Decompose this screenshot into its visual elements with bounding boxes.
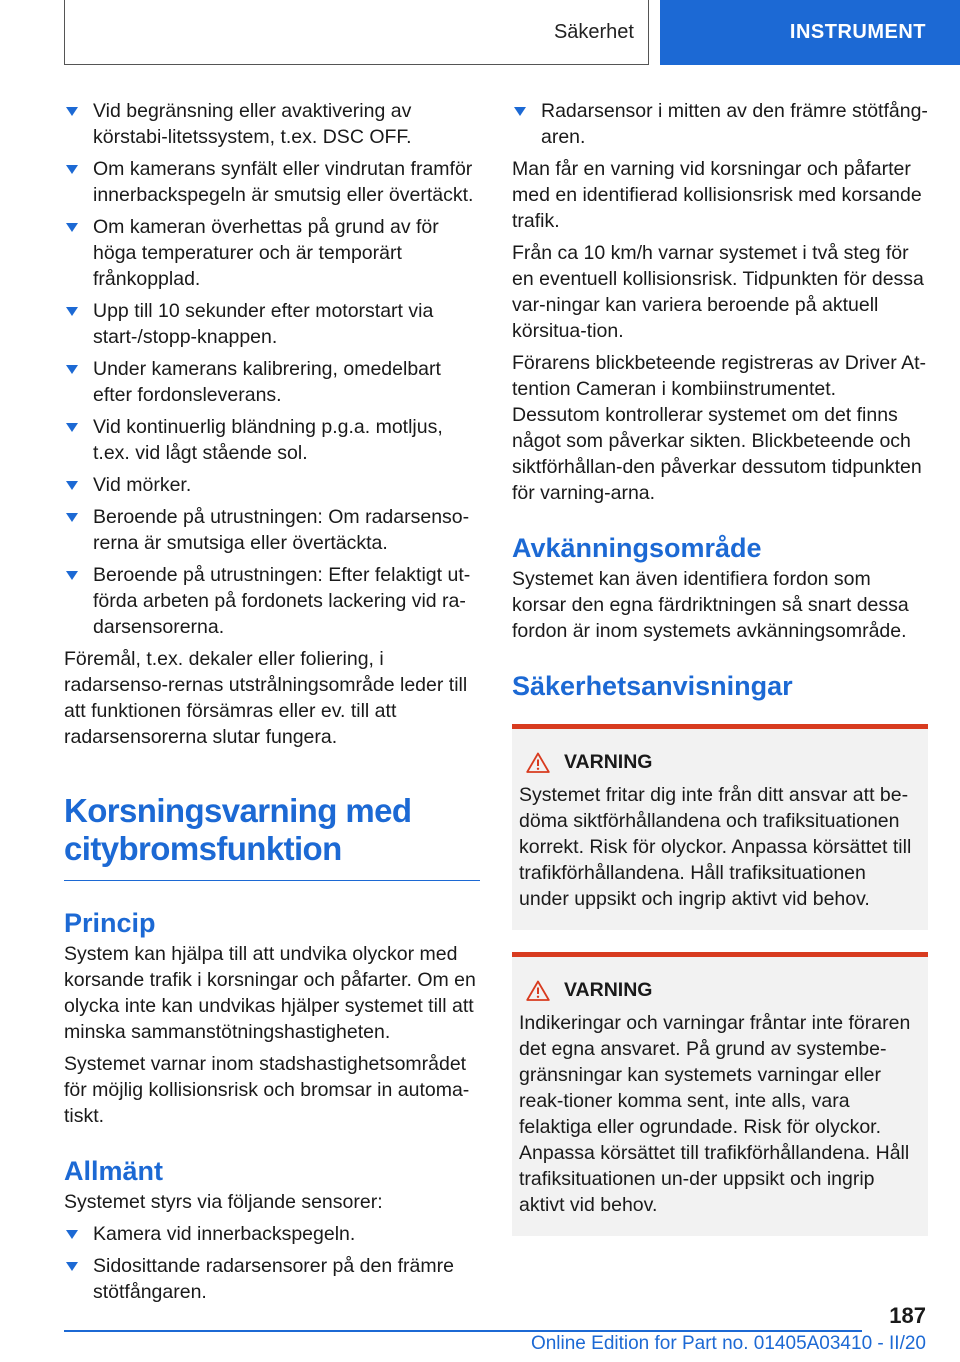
footer-divider xyxy=(64,1330,862,1332)
list-item: Beroende på utrustningen: Efter felaktigt ut-förda arbeten på fordonets lackering vid ra-darsensorerna. xyxy=(64,562,480,640)
warning-label: VARNING xyxy=(564,979,653,1001)
triangle-bullet-icon xyxy=(66,481,78,490)
warning-text: Systemet fritar dig inte från ditt ansvar att be-döma siktförhållandena och trafiksituationen korrekt. Risk för olyckor. Anpassa körsättet till trafikförhållandena. Håll trafiksituationen under uppsikt och ingrip aktivt vid behov. xyxy=(519,784,912,910)
list-item: Beroende på utrustningen: Om radarsenso-rerna är smutsiga eller övertäckta. xyxy=(64,504,480,556)
list-item: Vid kontinuerlig bländning p.g.a. motljus, t.ex. vid lågt stående sol. xyxy=(64,414,480,466)
triangle-bullet-icon xyxy=(66,107,78,116)
header-section-label: Säkerhet xyxy=(553,20,634,43)
paragraph-driver-attention: Förarens blickbeteende registreras av Driver At-tention Cameran i kombiinstrumentet. Dessutom kontrollerar systemet om det finns något som påverkar sikten. Blickbeteende och siktförhållan-den påverkar dessutom tidpunkten för varning-arna. xyxy=(512,352,927,504)
header-chapter-tab xyxy=(660,0,960,65)
condition-list xyxy=(64,98,480,640)
list-item: Kamera vid innerbackspegeln. xyxy=(64,1221,480,1247)
list-item: Om kamerans synfält eller vindrutan framför innerbackspegeln är smutsig eller övertäckt. xyxy=(64,156,480,208)
warning-triangle-icon xyxy=(526,752,550,773)
triangle-bullet-icon xyxy=(66,513,78,522)
list-item: Radarsensor i mitten av den främre stötfång-aren. xyxy=(512,98,928,150)
triangle-bullet-icon xyxy=(66,223,78,232)
triangle-bullet-icon xyxy=(66,1262,78,1271)
list-item: Upp till 10 sekunder efter motorstart via start-/stopp-knappen. xyxy=(64,298,480,350)
list-item: Sidosittande radarsensorer på den främre stötfångaren. xyxy=(64,1253,480,1305)
triangle-bullet-icon xyxy=(66,307,78,316)
section-heading-allmant: Allmänt xyxy=(64,1156,164,1186)
section-heading-avkanning: Avkänningsområde xyxy=(512,533,762,563)
paragraph-warning-stages: Från ca 10 km/h varnar systemet i två steg för en eventuell kollisionsrisk. Tidpunkten för dessa var-ningar kan variera beroende på aktuell körsitua-tion. xyxy=(512,242,924,342)
paragraph-allmant: Systemet styrs via följande sensorer: xyxy=(64,1191,383,1213)
paragraph-avkanning: Systemet kan även identifiera fordon som korsar den egna färdriktningen så snart dessa fordon är inom systemets avkänningsområde. xyxy=(512,568,909,642)
right-column xyxy=(512,98,928,1236)
warning-text: Indikeringar och varningar fråntar inte föraren det egna ansvaret. På grund av systembe-gränsningar kan systemets varningar eller reak-tioner komma sent, inte alls, vara felaktiga eller ogrundade. Risk för olyckor. Anpassa körsättet till trafikförhållandena. Håll trafiksituationen un-der uppsikt och ingrip aktivt vid behov. xyxy=(519,1012,911,1216)
warning-label: VARNING xyxy=(564,751,653,773)
page-number: 187 xyxy=(889,1303,926,1328)
triangle-bullet-icon xyxy=(66,423,78,432)
paragraph-warning-info: Man får en varning vid korsningar och påfarter med en identifierad kollisionsrisk med korsande trafik. xyxy=(512,158,922,232)
sensor-list-continued xyxy=(512,98,928,150)
paragraph-princip-2: Systemet varnar inom stadshastighetsområdet för möjlig kollisionsrisk och bromsar in automa-tiskt. xyxy=(64,1053,470,1127)
list-item: Vid mörker. xyxy=(64,472,480,498)
header-chapter-label: INSTRUMENT xyxy=(789,21,926,43)
triangle-bullet-icon xyxy=(66,165,78,174)
sensor-list xyxy=(64,1221,480,1305)
section-heading-sakerhet: Säkerhetsanvisningar xyxy=(512,671,793,701)
warning-triangle-icon xyxy=(526,980,550,1001)
triangle-bullet-icon xyxy=(66,1230,78,1239)
header-section-tab xyxy=(64,0,649,65)
paragraph-foremal: Föremål, t.ex. dekaler eller foliering, i radarsenso-rernas utstrålningsområde leder till att funktionen försämras eller ev. till att radarsensorerna slutar fungera. xyxy=(64,648,468,748)
footer-edition: Online Edition for Part no. 01405A03410 - II/20 xyxy=(530,1333,926,1354)
triangle-bullet-icon xyxy=(66,571,78,580)
triangle-bullet-icon xyxy=(66,365,78,374)
list-item: Om kameran överhettas på grund av för höga temperaturer och är temporärt frånkopplad. xyxy=(64,214,480,292)
list-item: Vid begränsning eller avaktivering av körstabi-litetssystem, t.ex. DSC OFF. xyxy=(64,98,480,150)
warning-box xyxy=(512,952,928,1236)
list-item: Under kamerans kalibrering, omedelbart efter fordonsleverans. xyxy=(64,356,480,408)
section-heading-princip: Princip xyxy=(64,908,156,938)
paragraph-princip-1: System kan hjälpa till att undvika olyckor med korsande trafik i korsningar och påfarter. Om en olycka inte kan undvikas hjälper systemet till att minska sammanstötningshastigheten. xyxy=(64,943,476,1043)
left-column xyxy=(64,98,480,1311)
triangle-bullet-icon xyxy=(514,107,526,116)
chapter-heading: Korsningsvarning med citybromsfunktion xyxy=(64,792,480,881)
warning-box xyxy=(512,724,928,930)
